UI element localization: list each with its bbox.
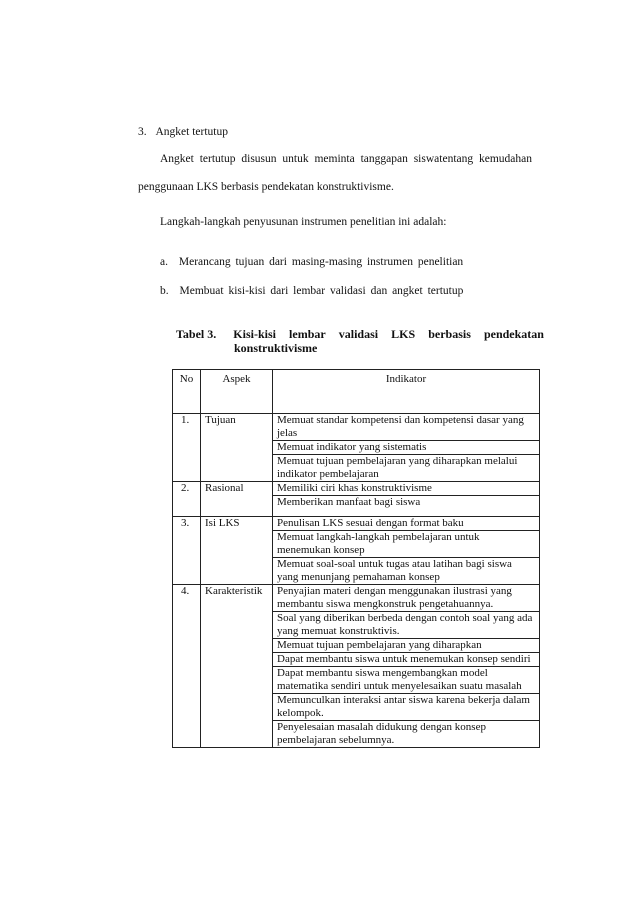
table-row (173, 584, 540, 611)
row-aspek: Karakteristik (201, 584, 273, 611)
table-row (173, 557, 540, 584)
indicator-cell: Dapat membantu siswa mengembangkan model matematika sendiri untuk menyelesaikan suatu masalah (273, 666, 540, 693)
step-marker: b. (160, 285, 169, 297)
step-text: Membuat kisi-kisi dari lembar validasi dan angket tertutup (179, 285, 464, 297)
header-indikator: Indikator (273, 370, 540, 414)
indicator-cell: Memuat soal-soal untuk tugas atau latihan bagi siswa yang menunjang pemahaman konsep (273, 557, 540, 584)
section-heading (138, 125, 228, 139)
row-number: 4. (181, 584, 190, 597)
indicator-cell: Memuat indikator yang sistematis (273, 441, 540, 455)
caption-line-2: konstruktivisme (234, 341, 318, 355)
indicator-cell: Memuat standar kompetensi dan kompetensi dasar yang jelas (273, 414, 540, 441)
indicator-cell: Penyelesaian masalah didukung dengan konsep pembelajaran sebelumnya. (273, 720, 540, 747)
caption-word: lembar (289, 327, 326, 341)
step-marker: a. (160, 256, 168, 268)
step-item (160, 255, 463, 269)
table-row (173, 530, 540, 557)
table-row (173, 516, 540, 530)
table-row (173, 611, 540, 638)
indicator-cell: Penulisan LKS sesuai dengan format baku (273, 516, 540, 530)
section-title: Angket tertutup (155, 126, 228, 138)
indicator-cell: Memuat langkah-langkah pembelajaran untuk menemukan konsep (273, 530, 540, 557)
kisi-kisi-table (172, 369, 540, 748)
caption-word: Kisi-kisi (233, 327, 276, 341)
steps-intro: Langkah-langkah penyusunan instrumen penelitian ini adalah: (160, 216, 447, 228)
table-row (173, 482, 540, 496)
caption-word: pendekatan (483, 327, 544, 341)
indicator-cell: Dapat membantu siswa untuk menemukan konsep sendiri (273, 652, 540, 666)
caption-word: berbasis (428, 327, 471, 341)
table-row (173, 414, 540, 441)
indicator-cell: Soal yang diberikan berbeda dengan contoh soal yang ada yang memuat konstruktivis. (273, 611, 540, 638)
indicator-cell: Memberikan manfaat bagi siswa (273, 496, 540, 517)
table-caption (176, 327, 544, 355)
header-aspek: Aspek (201, 370, 273, 414)
indicator-cell: Memuat tujuan pembelajaran yang diharapkan melalui indikator pembelajaran (273, 455, 540, 482)
section-number: 3. (138, 126, 147, 138)
paragraph-line-1: Angket tertutup disusun untuk meminta tanggapan siswatentang kemudahan (160, 153, 532, 165)
caption-word: validasi (338, 327, 379, 341)
row-aspek: Rasional (201, 482, 273, 496)
indicator-cell: Memunculkan interaksi antar siswa karena bekerja dalam kelompok. (273, 693, 540, 720)
indicator-cell: Penyajian materi dengan menggunakan ilustrasi yang membantu siswa mengkonstruk pengetahuannya. (273, 584, 540, 611)
header-no: No (173, 370, 201, 414)
indicator-cell: Memiliki ciri khas konstruktivisme (273, 482, 540, 496)
step-item (160, 284, 463, 298)
table-row (173, 652, 540, 666)
table-row (173, 496, 540, 517)
table-header-row (173, 370, 540, 414)
row-number: 2. (181, 482, 190, 494)
step-text: Merancang tujuan dari masing-masing instrumen penelitian (178, 256, 464, 268)
table-row (173, 693, 540, 720)
caption-label: Tabel 3. (176, 327, 217, 341)
table-row (173, 441, 540, 455)
indicator-cell: Memuat tujuan pembelajaran yang diharapkan (273, 638, 540, 652)
row-aspek: Tujuan (201, 414, 273, 441)
table-row (173, 638, 540, 652)
caption-word: LKS (391, 327, 416, 341)
row-number: 1. (181, 414, 190, 426)
table-row (173, 455, 540, 482)
row-number: 3. (181, 516, 190, 529)
table-row (173, 666, 540, 693)
table-row (173, 720, 540, 747)
row-aspek: Isi LKS (201, 516, 273, 530)
paragraph-line-2: penggunaan LKS berbasis pendekatan konstruktivisme. (138, 181, 394, 193)
